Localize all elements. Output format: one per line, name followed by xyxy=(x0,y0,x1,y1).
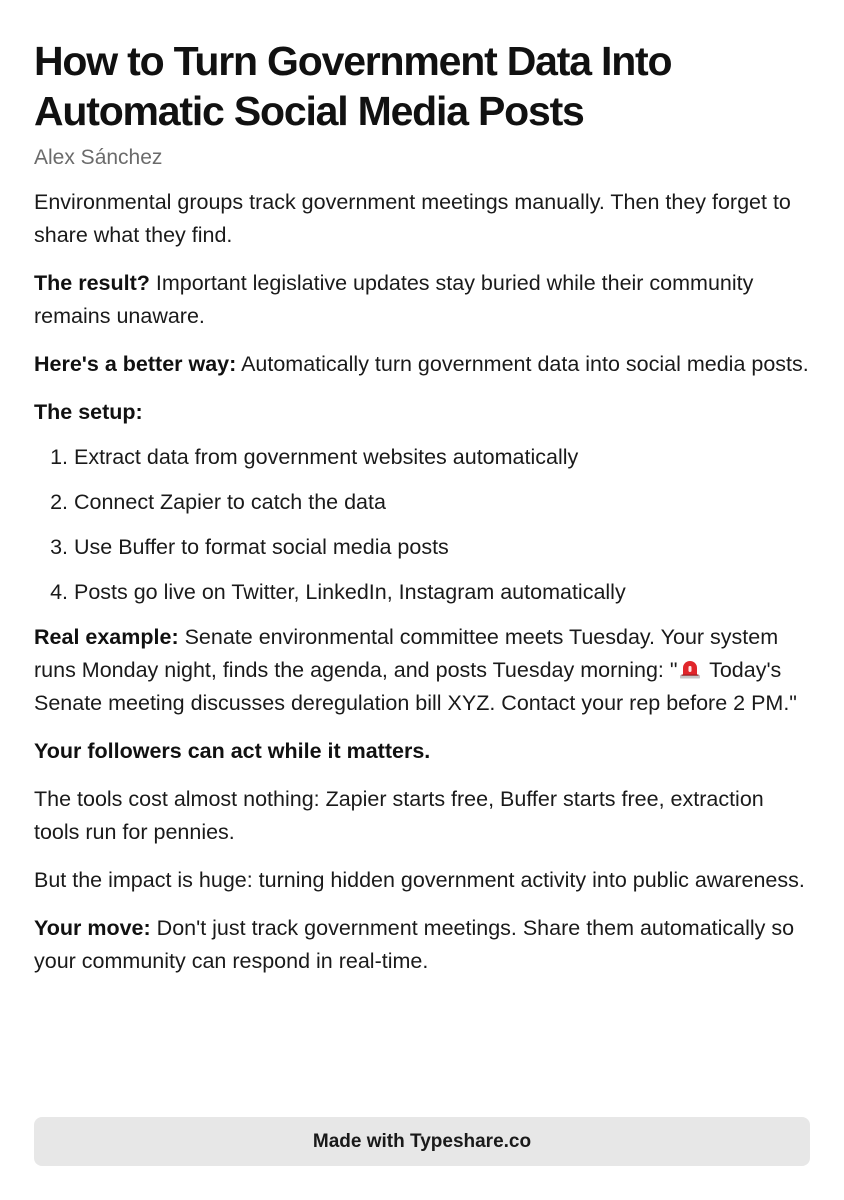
step-text: Connect Zapier to catch the data xyxy=(73,490,386,514)
your-move-paragraph xyxy=(34,912,810,978)
better-way-lead: Here's a better way: xyxy=(34,352,237,376)
list-item xyxy=(34,441,810,474)
result-lead: The result? xyxy=(34,271,150,295)
list-item xyxy=(34,531,810,564)
step-text: Extract data from government websites automatically xyxy=(73,445,579,469)
example-text-before: Senate environmental committee meets Tuesday. Your system runs Monday night, finds the agenda, and posts Tuesday morning: " xyxy=(34,625,779,682)
title-line-1: How to Turn Government Data Into xyxy=(34,38,672,84)
result-text: Important legislative updates stay buried while their community remains unaware. xyxy=(34,271,754,328)
step-number: 1. xyxy=(50,445,68,469)
step-text: Use Buffer to format social media posts xyxy=(73,535,449,559)
better-way-text: Automatically turn government data into social media posts. xyxy=(236,352,809,376)
list-item xyxy=(34,576,810,609)
setup-heading: The setup: xyxy=(34,400,143,424)
tools-cost-paragraph: The tools cost almost nothing: Zapier starts free, Buffer starts free, extraction tools run for pennies. xyxy=(34,787,764,844)
your-move-lead: Your move: xyxy=(34,916,151,940)
step-text: Posts go live on Twitter, LinkedIn, Instagram automatically xyxy=(73,580,626,604)
result-paragraph xyxy=(34,267,810,333)
example-text-after: Today's Senate meeting discusses deregulation bill XYZ. Contact your rep before 2 PM." xyxy=(34,658,797,715)
example-lead: Real example: xyxy=(34,625,179,649)
title-line-2: Automatic Social Media Posts xyxy=(34,88,584,134)
better-way-paragraph xyxy=(34,348,810,381)
step-number: 2. xyxy=(50,490,68,514)
made-with-typeshare-button[interactable]: Made with Typeshare.co xyxy=(34,1117,810,1166)
your-move-text: Don't just track government meetings. Share them automatically so your community can respond in real-time. xyxy=(34,916,795,973)
step-number: 4. xyxy=(50,580,68,604)
example-paragraph xyxy=(34,621,810,720)
impact-paragraph: But the impact is huge: turning hidden government activity into public awareness. xyxy=(34,868,805,892)
followers-line: Your followers can act while it matters. xyxy=(34,739,431,763)
intro-paragraph: Environmental groups track government meetings manually. Then they forget to share what they find. xyxy=(34,190,791,247)
setup-steps-list xyxy=(34,441,810,609)
author-name: Alex Sánchez xyxy=(34,146,163,169)
article-title xyxy=(34,36,810,136)
list-item xyxy=(34,486,810,519)
article xyxy=(34,36,810,978)
siren-emoji-icon xyxy=(679,659,701,679)
step-number: 3. xyxy=(50,535,68,559)
